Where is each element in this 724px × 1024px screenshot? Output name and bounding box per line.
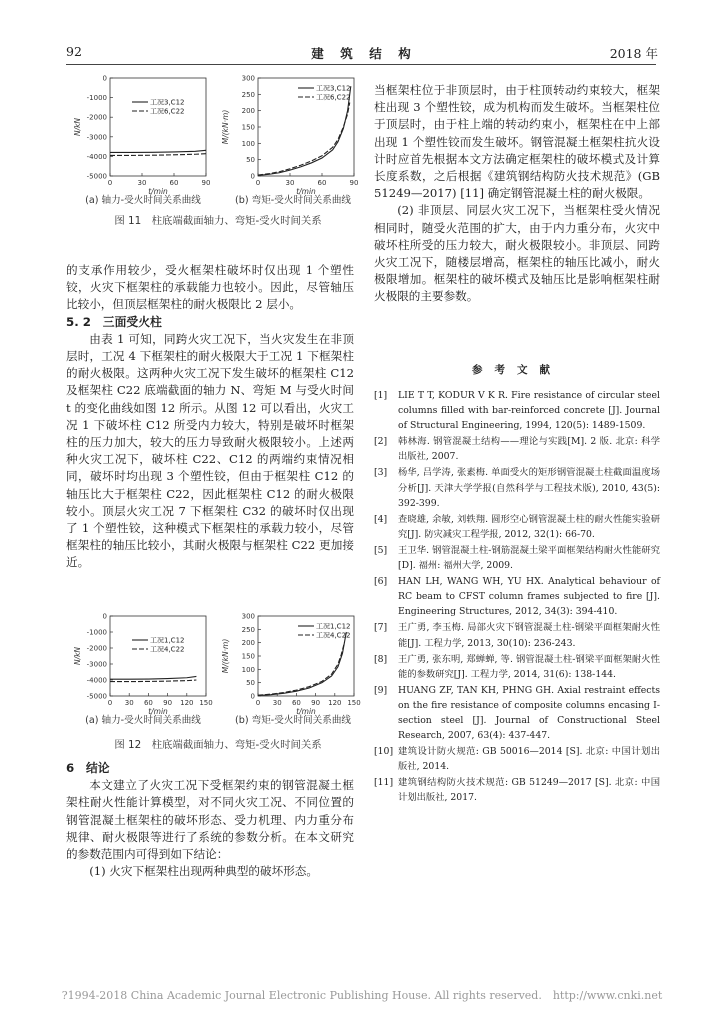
x-tick-label: 60: [143, 699, 153, 707]
reference-text: 建筑钢结构防火技术规范: GB 51249—2017 [S]. 北京: 中国计划出版社, 2017.: [398, 777, 660, 804]
series-line-2: [110, 680, 196, 682]
fig12-caption: 图 12 柱底端截面轴力、弯矩-受火时间关系: [114, 739, 322, 751]
y-tick-label: 300: [241, 612, 255, 621]
reference-text: HAN LH, WANG WH, YU HX. Analytical behaviour of RC beam to CFST column frames subjected to fire [J]. Engineering Structures, 2012, 34(3): 394-410.: [398, 576, 660, 618]
left-paragraph-4: (1) 火灾下框架柱出现两种典型的破坏形态。: [89, 864, 318, 879]
left-column-upper: [66, 262, 354, 572]
x-tick-label: 0: [255, 699, 261, 707]
legend-label: 工况4,C22: [316, 631, 351, 640]
chart-plot-frame: [110, 78, 206, 176]
x-tick-label: 30: [285, 179, 295, 187]
reference-item: [374, 620, 660, 650]
fig11b-chart: [221, 75, 358, 197]
x-tick-label: 120: [180, 699, 194, 707]
x-axis-label: t/min: [296, 707, 316, 716]
copyright-footer: ?1994-2018 China Academic Journal Electronic Publishing House. All rights reserved. http://www.cnki.net: [61, 989, 663, 1002]
reference-item: [374, 775, 660, 805]
reference-number: [8]: [374, 653, 388, 665]
x-tick-label: 30: [124, 699, 134, 707]
reference-number: [1]: [374, 390, 388, 401]
y-tick-label: -5000: [86, 172, 107, 181]
series-line-2: [258, 643, 344, 696]
legend-label: 工况6,C22: [150, 107, 185, 116]
y-tick-label: 200: [241, 107, 255, 116]
y-tick-label: -5000: [86, 692, 107, 701]
x-tick-label: 90: [311, 699, 321, 707]
x-tick-label: 150: [347, 699, 361, 707]
series-line-1: [110, 676, 196, 679]
y-tick-label: 0: [102, 612, 107, 621]
y-tick-label: 0: [250, 692, 255, 701]
y-tick-label: 250: [241, 90, 255, 99]
y-tick-label: 50: [246, 156, 255, 165]
reference-text: 王卫华. 钢管混凝土柱-钢筋混凝土梁平面框架结构耐火性能研究[D]. 福州: 福州大学, 2009.: [398, 544, 660, 572]
fig12a-chart: [73, 613, 213, 717]
fig11a-caption: (a) 轴力-受火时间关系曲线: [85, 195, 201, 206]
journal-title: 建 筑 结 构: [311, 46, 413, 61]
left-paragraph-1: 的支承作用较少，受火框架柱破坏时仅出现 1 个塑性铰，火灾下框架柱的承载能力也较小。因此，尽管轴压比较小，但顶层框架柱的耐火极限比 2 层小。: [66, 263, 354, 312]
series-line-2: [110, 154, 206, 156]
y-tick-label: -2000: [86, 113, 107, 122]
reference-text: LIE T T, KODUR V K R. Fire resistance of circular steel columns filled with bar-reinforced concrete [J]. Journal of Structural Engineering, 1994, 120(5): 1489-1509.: [398, 390, 660, 432]
reference-number: [6]: [374, 576, 388, 588]
y-tick-label: -1000: [86, 94, 107, 103]
x-tick-label: 60: [169, 179, 179, 187]
reference-text: HUANG ZF, TAN KH, PHNG GH. Axial restraint effects on the fire resistance of composite columns encasing I-section steel [J]. Journal of Constructional Steel Research, 2007, 63(4): 437-447.: [398, 684, 660, 742]
y-tick-label: 200: [241, 639, 255, 648]
reference-list: [374, 388, 660, 807]
reference-item: [374, 744, 660, 774]
y-axis-label: N/kN: [73, 117, 82, 137]
reference-number: [9]: [374, 684, 388, 696]
reference-number: [4]: [374, 513, 388, 525]
legend-label: 工况3,C12: [316, 84, 351, 93]
fig12a-caption: (a) 轴力-受火时间关系曲线: [85, 715, 201, 726]
x-tick-label: 30: [137, 179, 147, 187]
series-line-1: [110, 150, 206, 152]
x-tick-label: 90: [349, 179, 359, 187]
y-tick-label: -1000: [86, 628, 107, 637]
left-paragraph-2: 由表 1 可知，同跨火灾工况下，当火灾发生在非顶层时，工况 4 下框架柱的耐火极限大于工况 1 下框架柱的耐火极限。这两种火灾工况下发生破坏的框架柱 C12 及框架柱 C22 底端截面的轴力 N、弯矩 M 与受火时间 t 的变化曲线如图 12 所示。从图 12 可以看出，火灾工况 1 下破坏柱 C12 所受内力较大，特别是破坏时框架柱的压力加大，较大的压力导致耐火极限较小。上述两种火灾工况下，破坏柱 C22、C12 的两端约束情况相同，破坏时均出现 3 个塑性铰，但由于框架柱 C12 的轴压比大于框架柱 C22，因此框架柱 C12 的耐火极限较小。顶层火灾工况 7 下框架柱 C32 的破坏时仅出现了 1 个塑性铰，这种模式下框架柱的承载力较小，尽管框架柱的轴压比较小，其耐火极限与框架柱 C22 更加接近。: [66, 331, 354, 570]
reference-number: [11]: [374, 777, 394, 789]
y-tick-label: -3000: [86, 133, 107, 142]
reference-number: [10]: [374, 746, 394, 758]
reference-number: [2]: [374, 436, 388, 448]
x-tick-label: 90: [201, 179, 211, 187]
x-tick-label: 90: [163, 699, 173, 707]
y-tick-label: 100: [241, 665, 255, 674]
legend-label: 工况6,C22: [316, 93, 351, 102]
x-tick-label: 120: [328, 699, 342, 707]
reference-text: 杨华, 吕学涛, 张素梅. 单面受火的矩形钢管混凝土柱截面温度场分析[J]. 天津大学学报(自然科学与工程技术版), 2010, 43(5): 392-399.: [398, 467, 660, 509]
y-tick-label: 150: [241, 652, 255, 661]
y-tick-label: -3000: [86, 660, 107, 669]
fig11a-chart: [73, 75, 210, 197]
series-line-1: [258, 632, 346, 695]
y-tick-label: 50: [246, 679, 255, 688]
y-axis-label: M/(kN·m): [221, 109, 230, 145]
fig11b-caption: (b) 弯矩-受火时间关系曲线: [234, 195, 352, 206]
y-tick-label: 100: [241, 139, 255, 148]
x-tick-label: 150: [199, 699, 213, 707]
y-tick-label: 0: [102, 74, 107, 83]
x-axis-label: t/min: [148, 187, 168, 196]
reference-item: [374, 512, 660, 542]
left-paragraph-3: 本文建立了火灾工况下受框架约束的钢管混凝土框架柱耐火性能计算模型，对不同火灾工况、不同位置的钢管混凝土框架柱的破坏形态、受力机理、内力重分布规律、耐火极限等进行了系统的参数分析。在本文研究的参数范围内可得到如下结论：: [66, 778, 354, 862]
x-tick-label: 0: [107, 179, 113, 187]
right-paragraph-1: 当框架柱位于非顶层时，由于柱顶转动约束较大，框架柱出现 3 个塑性铰，成为机构而发生破坏。当框架柱位于顶层时，由于柱上端的转动约束小，框架柱在中上部出现 1 个塑性铰而发生破坏。钢管混凝土框架柱抗火设计时应首先根据本文方法确定框架柱的破坏模式及计算长度系数，之后根据《建筑钢结构防火技术规范》(GB 51249—2017) [11] 确定钢管混凝土柱的耐火极限。: [374, 83, 660, 201]
y-tick-label: 250: [241, 625, 255, 634]
y-tick-label: 0: [250, 172, 255, 181]
references-title: 参考文献: [472, 364, 562, 376]
reference-item: [374, 683, 660, 743]
reference-number: [7]: [374, 622, 388, 634]
x-axis-label: t/min: [296, 187, 316, 196]
x-tick-label: 0: [107, 699, 113, 707]
reference-text: 建筑设计防火规范: GB 50016—2014 [S]. 北京: 中国计划出版社, 2014.: [398, 746, 660, 773]
legend-label: 工况3,C12: [150, 98, 185, 107]
chart-plot-frame: [110, 616, 206, 696]
y-tick-label: -2000: [86, 644, 107, 653]
y-axis-label: M/(kN·m): [221, 638, 230, 674]
reference-text: 查晓雄, 余敏, 刘轶翔. 圆形空心钢管混凝土柱的耐火性能实验研究[J]. 防灾减灾工程学报, 2012, 32(1): 66-70.: [398, 513, 660, 540]
legend-label: 工况1,C12: [316, 622, 351, 631]
reference-item: [374, 388, 660, 433]
y-axis-label: N/kN: [73, 646, 82, 666]
header-rule: [66, 64, 656, 65]
x-tick-label: 60: [317, 179, 327, 187]
y-tick-label: 300: [241, 74, 255, 83]
reference-item: [374, 652, 660, 682]
journal-year: 2018 年: [609, 46, 658, 61]
reference-item: [374, 434, 660, 464]
reference-text: 韩林海. 钢管混凝土结构——理论与实践[M]. 2 版. 北京: 科学出版社, 2007.: [398, 436, 660, 463]
x-tick-label: 30: [272, 699, 282, 707]
reference-text: 王广勇, 李玉梅. 局部火灾下钢管混凝土柱-钢梁平面框架耐火性能[J]. 工程力学, 2013, 30(10): 236-243.: [398, 622, 660, 649]
reference-number: [3]: [374, 467, 388, 479]
fig11-caption: 图 11 柱底端截面轴力、弯矩-受火时间关系: [114, 215, 322, 227]
reference-number: [5]: [374, 544, 388, 556]
right-column: [374, 82, 660, 306]
series-line-2: [258, 103, 350, 176]
x-axis-label: t/min: [148, 707, 168, 716]
fig12b-chart: [221, 613, 361, 717]
legend-label: 工况1,C12: [150, 636, 185, 645]
x-tick-label: 0: [255, 179, 261, 187]
reference-item: [374, 543, 660, 573]
y-tick-label: -4000: [86, 152, 107, 161]
section-5-2-heading: 5. 2 三面受火柱: [66, 314, 162, 329]
legend-label: 工况4,C22: [150, 645, 185, 654]
reference-item: [374, 574, 660, 619]
reference-text: 王广勇, 张东明, 郑蝉蝉, 等. 钢管混凝土柱-钢梁平面框架耐火性能的参数研究[J]. 工程力学, 2014, 31(6): 138-144.: [398, 653, 660, 680]
fig12b-caption: (b) 弯矩-受火时间关系曲线: [234, 715, 352, 726]
page-number: 92: [66, 44, 82, 59]
section-6-heading: 6 结论: [66, 761, 110, 775]
left-column-lower: [66, 760, 354, 880]
y-tick-label: 150: [241, 123, 255, 132]
right-paragraph-2: (2) 非顶层、同层火灾工况下，当框架柱受火情况相同时，随受火范围的扩大，由于内力重分布，火灾中破坏柱所受的压力较大，耐火极限较小。非顶层、同跨火灾工况下，随楼层增高，框架柱的轴压比减小，耐火极限增加。框架柱的破坏模式及轴压比是影响框架柱耐火极限的主要参数。: [374, 203, 660, 304]
y-tick-label: -4000: [86, 676, 107, 685]
reference-item: [374, 465, 660, 510]
x-tick-label: 60: [291, 699, 301, 707]
